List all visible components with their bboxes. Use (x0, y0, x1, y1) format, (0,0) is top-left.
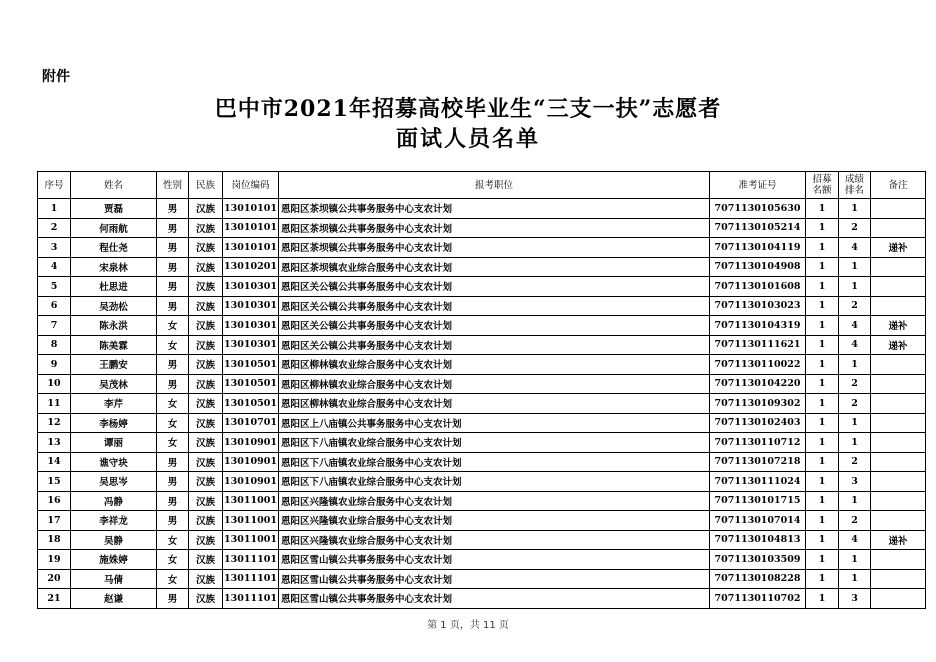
cell-position: 恩阳区下八庙镇农业综合服务中心支农计划 (279, 452, 710, 472)
cell-quota: 1 (806, 277, 839, 297)
table-row (38, 277, 926, 297)
cell-quota: 1 (806, 296, 839, 316)
cell-ethnicity: 汉族 (189, 452, 223, 472)
cell-remark (871, 257, 926, 277)
cell-gender: 女 (157, 413, 189, 433)
cell-quota: 1 (806, 335, 839, 355)
cell-seq: 11 (38, 394, 71, 414)
cell-exam-no: 7071130104220 (710, 374, 806, 394)
cell-ethnicity: 汉族 (189, 238, 223, 258)
cell-quota: 1 (806, 433, 839, 453)
header-rank-line1: 成绩 (844, 174, 864, 185)
cell-gender: 女 (157, 394, 189, 414)
table-row (38, 296, 926, 316)
cell-remark (871, 218, 926, 238)
table-row (38, 394, 926, 414)
cell-rank: 2 (839, 296, 871, 316)
cell-seq: 18 (38, 530, 71, 550)
cell-remark (871, 374, 926, 394)
cell-post-code: 13010901 (223, 452, 279, 472)
cell-gender: 女 (157, 569, 189, 589)
cell-ethnicity: 汉族 (189, 589, 223, 609)
cell-ethnicity: 汉族 (189, 433, 223, 453)
table-row (38, 472, 926, 492)
cell-seq: 15 (38, 472, 71, 492)
header-seq: 序号 (38, 172, 71, 199)
cell-remark (871, 550, 926, 570)
cell-seq: 5 (38, 277, 71, 297)
cell-remark (871, 433, 926, 453)
cell-gender: 男 (157, 257, 189, 277)
table-row (38, 491, 926, 511)
cell-ethnicity: 汉族 (189, 413, 223, 433)
header-quota-line2: 名额 (812, 185, 832, 196)
cell-position: 恩阳区下八庙镇农业综合服务中心支农计划 (279, 472, 710, 492)
cell-ethnicity: 汉族 (189, 394, 223, 414)
cell-rank: 4 (839, 238, 871, 258)
cell-position: 恩阳区下八庙镇农业综合服务中心支农计划 (279, 433, 710, 453)
cell-exam-no: 7071130101715 (710, 491, 806, 511)
cell-remark (871, 569, 926, 589)
header-remark: 备注 (871, 172, 926, 199)
cell-post-code: 13011101 (223, 569, 279, 589)
header-quota (806, 172, 839, 199)
cell-post-code: 13010301 (223, 335, 279, 355)
cell-rank: 1 (839, 355, 871, 375)
header-post-code: 岗位编码 (223, 172, 279, 199)
cell-rank: 4 (839, 316, 871, 336)
cell-seq: 6 (38, 296, 71, 316)
page-title: 巴中市2021年招募高校毕业生“三支一扶”志愿者 (214, 96, 722, 122)
cell-exam-no: 7071130104813 (710, 530, 806, 550)
cell-post-code: 13010501 (223, 355, 279, 375)
cell-gender: 女 (157, 433, 189, 453)
cell-seq: 10 (38, 374, 71, 394)
cell-seq: 19 (38, 550, 71, 570)
cell-name: 陈美霖 (71, 335, 157, 355)
cell-quota: 1 (806, 218, 839, 238)
cell-rank: 1 (839, 569, 871, 589)
cell-quota: 1 (806, 589, 839, 609)
cell-gender: 男 (157, 355, 189, 375)
cell-name: 吴思岑 (71, 472, 157, 492)
cell-gender: 女 (157, 550, 189, 570)
cell-gender: 男 (157, 238, 189, 258)
cell-name: 吴茂林 (71, 374, 157, 394)
cell-position: 恩阳区雪山镇公共事务服务中心支农计划 (279, 589, 710, 609)
cell-quota: 1 (806, 413, 839, 433)
cell-position: 恩阳区柳林镇农业综合服务中心支农计划 (279, 355, 710, 375)
cell-name: 陈永洪 (71, 316, 157, 336)
header-rank (839, 172, 871, 199)
cell-ethnicity: 汉族 (189, 335, 223, 355)
cell-rank: 2 (839, 452, 871, 472)
table-row (38, 316, 926, 336)
cell-remark (871, 589, 926, 609)
cell-remark (871, 511, 926, 531)
cell-exam-no: 7071130101608 (710, 277, 806, 297)
cell-name: 李杨婷 (71, 413, 157, 433)
cell-quota: 1 (806, 550, 839, 570)
cell-quota: 1 (806, 374, 839, 394)
cell-seq: 9 (38, 355, 71, 375)
cell-exam-no: 7071130110712 (710, 433, 806, 453)
cell-gender: 男 (157, 277, 189, 297)
cell-rank: 1 (839, 199, 871, 219)
cell-seq: 2 (38, 218, 71, 238)
cell-rank: 4 (839, 530, 871, 550)
cell-ethnicity: 汉族 (189, 277, 223, 297)
cell-post-code: 13011001 (223, 530, 279, 550)
cell-quota: 1 (806, 238, 839, 258)
cell-gender: 男 (157, 218, 189, 238)
cell-post-code: 13010901 (223, 433, 279, 453)
table-row (38, 452, 926, 472)
cell-position: 恩阳区兴隆镇农业综合服务中心支农计划 (279, 530, 710, 550)
cell-position: 恩阳区柳林镇农业综合服务中心支农计划 (279, 374, 710, 394)
cell-quota: 1 (806, 355, 839, 375)
cell-remark (871, 277, 926, 297)
header-rank-line2: 排名 (844, 185, 864, 196)
cell-gender: 男 (157, 296, 189, 316)
cell-rank: 2 (839, 394, 871, 414)
cell-gender: 男 (157, 589, 189, 609)
cell-rank: 1 (839, 277, 871, 297)
cell-name: 施姝婷 (71, 550, 157, 570)
cell-seq: 7 (38, 316, 71, 336)
cell-post-code: 13010701 (223, 413, 279, 433)
cell-quota: 1 (806, 452, 839, 472)
cell-post-code: 13011001 (223, 491, 279, 511)
cell-quota: 1 (806, 316, 839, 336)
cell-exam-no: 7071130103023 (710, 296, 806, 316)
header-position: 报考职位 (279, 172, 710, 199)
cell-position: 恩阳区关公镇公共事务服务中心支农计划 (279, 316, 710, 336)
table-row (38, 199, 926, 219)
cell-name: 李祥龙 (71, 511, 157, 531)
cell-seq: 20 (38, 569, 71, 589)
cell-ethnicity: 汉族 (189, 316, 223, 336)
cell-seq: 17 (38, 511, 71, 531)
cell-remark: 递补 (871, 316, 926, 336)
table-row (38, 511, 926, 531)
cell-position: 恩阳区雪山镇公共事务服务中心支农计划 (279, 569, 710, 589)
cell-quota: 1 (806, 491, 839, 511)
attachment-label: 附件 (42, 69, 70, 85)
cell-position: 恩阳区上八庙镇公共事务服务中心支农计划 (279, 413, 710, 433)
cell-exam-no: 7071130110702 (710, 589, 806, 609)
cell-quota: 1 (806, 472, 839, 492)
cell-post-code: 13010301 (223, 316, 279, 336)
cell-exam-no: 7071130102403 (710, 413, 806, 433)
cell-rank: 1 (839, 433, 871, 453)
page-subtitle: 面试人员名单 (395, 126, 540, 152)
cell-position: 恩阳区茶坝镇公共事务服务中心支农计划 (279, 199, 710, 219)
cell-post-code: 13010201 (223, 257, 279, 277)
cell-rank: 1 (839, 413, 871, 433)
table-row (38, 433, 926, 453)
cell-name: 吴静 (71, 530, 157, 550)
cell-gender: 女 (157, 316, 189, 336)
cell-position: 恩阳区茶坝镇公共事务服务中心支农计划 (279, 238, 710, 258)
cell-exam-no: 7071130111024 (710, 472, 806, 492)
cell-exam-no: 7071130103509 (710, 550, 806, 570)
cell-ethnicity: 汉族 (189, 374, 223, 394)
cell-name: 李芹 (71, 394, 157, 414)
table-row (38, 238, 926, 258)
cell-rank: 3 (839, 472, 871, 492)
cell-ethnicity: 汉族 (189, 472, 223, 492)
cell-ethnicity: 汉族 (189, 257, 223, 277)
cell-post-code: 13010501 (223, 374, 279, 394)
cell-remark: 递补 (871, 335, 926, 355)
cell-ethnicity: 汉族 (189, 550, 223, 570)
cell-seq: 14 (38, 452, 71, 472)
cell-post-code: 13010101 (223, 218, 279, 238)
cell-seq: 8 (38, 335, 71, 355)
cell-name: 何雨航 (71, 218, 157, 238)
cell-exam-no: 7071130110022 (710, 355, 806, 375)
cell-exam-no: 7071130104908 (710, 257, 806, 277)
cell-gender: 女 (157, 335, 189, 355)
table-row (38, 589, 926, 609)
cell-remark (871, 355, 926, 375)
cell-gender: 男 (157, 199, 189, 219)
header-ethnicity: 民族 (189, 172, 223, 199)
cell-exam-no: 7071130111621 (710, 335, 806, 355)
cell-gender: 男 (157, 472, 189, 492)
cell-remark (871, 491, 926, 511)
cell-quota: 1 (806, 199, 839, 219)
cell-position: 恩阳区关公镇公共事务服务中心支农计划 (279, 296, 710, 316)
table-row (38, 374, 926, 394)
cell-position: 恩阳区兴隆镇农业综合服务中心支农计划 (279, 511, 710, 531)
table-row (38, 550, 926, 570)
table-row (38, 413, 926, 433)
table-row (38, 218, 926, 238)
cell-name: 贾磊 (71, 199, 157, 219)
cell-ethnicity: 汉族 (189, 199, 223, 219)
page-footer: 第 1 页，共 11 页 (427, 620, 509, 631)
cell-remark (871, 296, 926, 316)
cell-position: 恩阳区柳林镇农业综合服务中心支农计划 (279, 394, 710, 414)
cell-gender: 男 (157, 374, 189, 394)
cell-post-code: 13010301 (223, 277, 279, 297)
header-quota-line1: 招募 (812, 174, 832, 185)
table-row (38, 257, 926, 277)
cell-ethnicity: 汉族 (189, 491, 223, 511)
cell-ethnicity: 汉族 (189, 355, 223, 375)
header-exam-no: 准考证号 (710, 172, 806, 199)
cell-remark (871, 472, 926, 492)
cell-remark (871, 413, 926, 433)
cell-exam-no: 7071130104119 (710, 238, 806, 258)
cell-exam-no: 7071130109302 (710, 394, 806, 414)
cell-quota: 1 (806, 530, 839, 550)
cell-rank: 1 (839, 257, 871, 277)
cell-exam-no: 7071130105630 (710, 199, 806, 219)
cell-gender: 男 (157, 491, 189, 511)
cell-exam-no: 7071130107014 (710, 511, 806, 531)
cell-seq: 3 (38, 238, 71, 258)
cell-rank: 3 (839, 589, 871, 609)
table-header-row (38, 172, 926, 199)
cell-name: 谭丽 (71, 433, 157, 453)
cell-exam-no: 7071130107218 (710, 452, 806, 472)
cell-position: 恩阳区兴隆镇农业综合服务中心支农计划 (279, 491, 710, 511)
cell-seq: 16 (38, 491, 71, 511)
cell-quota: 1 (806, 511, 839, 531)
cell-name: 冯静 (71, 491, 157, 511)
interview-list-table (37, 171, 926, 609)
cell-seq: 1 (38, 199, 71, 219)
cell-name: 赵谦 (71, 589, 157, 609)
cell-rank: 4 (839, 335, 871, 355)
cell-ethnicity: 汉族 (189, 218, 223, 238)
cell-position: 恩阳区茶坝镇公共事务服务中心支农计划 (279, 218, 710, 238)
cell-position: 恩阳区关公镇公共事务服务中心支农计划 (279, 335, 710, 355)
cell-post-code: 13011101 (223, 589, 279, 609)
cell-post-code: 13011101 (223, 550, 279, 570)
cell-rank: 1 (839, 550, 871, 570)
cell-rank: 1 (839, 491, 871, 511)
cell-exam-no: 7071130108228 (710, 569, 806, 589)
cell-quota: 1 (806, 394, 839, 414)
cell-name: 马倩 (71, 569, 157, 589)
table-row (38, 355, 926, 375)
cell-ethnicity: 汉族 (189, 296, 223, 316)
table-row (38, 530, 926, 550)
cell-ethnicity: 汉族 (189, 511, 223, 531)
cell-seq: 12 (38, 413, 71, 433)
cell-remark: 递补 (871, 530, 926, 550)
table-row (38, 569, 926, 589)
cell-position: 恩阳区雪山镇公共事务服务中心支农计划 (279, 550, 710, 570)
cell-quota: 1 (806, 569, 839, 589)
cell-name: 宋泉林 (71, 257, 157, 277)
cell-remark (871, 394, 926, 414)
cell-position: 恩阳区关公镇公共事务服务中心支农计划 (279, 277, 710, 297)
cell-post-code: 13010301 (223, 296, 279, 316)
cell-remark (871, 199, 926, 219)
cell-name: 王鹏安 (71, 355, 157, 375)
cell-name: 程仕尧 (71, 238, 157, 258)
cell-gender: 男 (157, 511, 189, 531)
cell-gender: 男 (157, 452, 189, 472)
cell-exam-no: 7071130105214 (710, 218, 806, 238)
cell-name: 杜思进 (71, 277, 157, 297)
cell-remark (871, 452, 926, 472)
cell-name: 吴劲松 (71, 296, 157, 316)
cell-post-code: 13010101 (223, 199, 279, 219)
cell-post-code: 13010101 (223, 238, 279, 258)
header-name: 姓名 (71, 172, 157, 199)
cell-gender: 女 (157, 530, 189, 550)
cell-rank: 2 (839, 374, 871, 394)
cell-seq: 4 (38, 257, 71, 277)
cell-rank: 2 (839, 218, 871, 238)
table-row (38, 335, 926, 355)
cell-ethnicity: 汉族 (189, 530, 223, 550)
cell-remark: 递补 (871, 238, 926, 258)
cell-ethnicity: 汉族 (189, 569, 223, 589)
cell-quota: 1 (806, 257, 839, 277)
cell-seq: 21 (38, 589, 71, 609)
cell-post-code: 13010501 (223, 394, 279, 414)
cell-position: 恩阳区茶坝镇农业综合服务中心支农计划 (279, 257, 710, 277)
cell-name: 谯守块 (71, 452, 157, 472)
cell-exam-no: 7071130104319 (710, 316, 806, 336)
header-gender: 性别 (157, 172, 189, 199)
cell-post-code: 13011001 (223, 511, 279, 531)
cell-seq: 13 (38, 433, 71, 453)
cell-post-code: 13010901 (223, 472, 279, 492)
cell-rank: 2 (839, 511, 871, 531)
